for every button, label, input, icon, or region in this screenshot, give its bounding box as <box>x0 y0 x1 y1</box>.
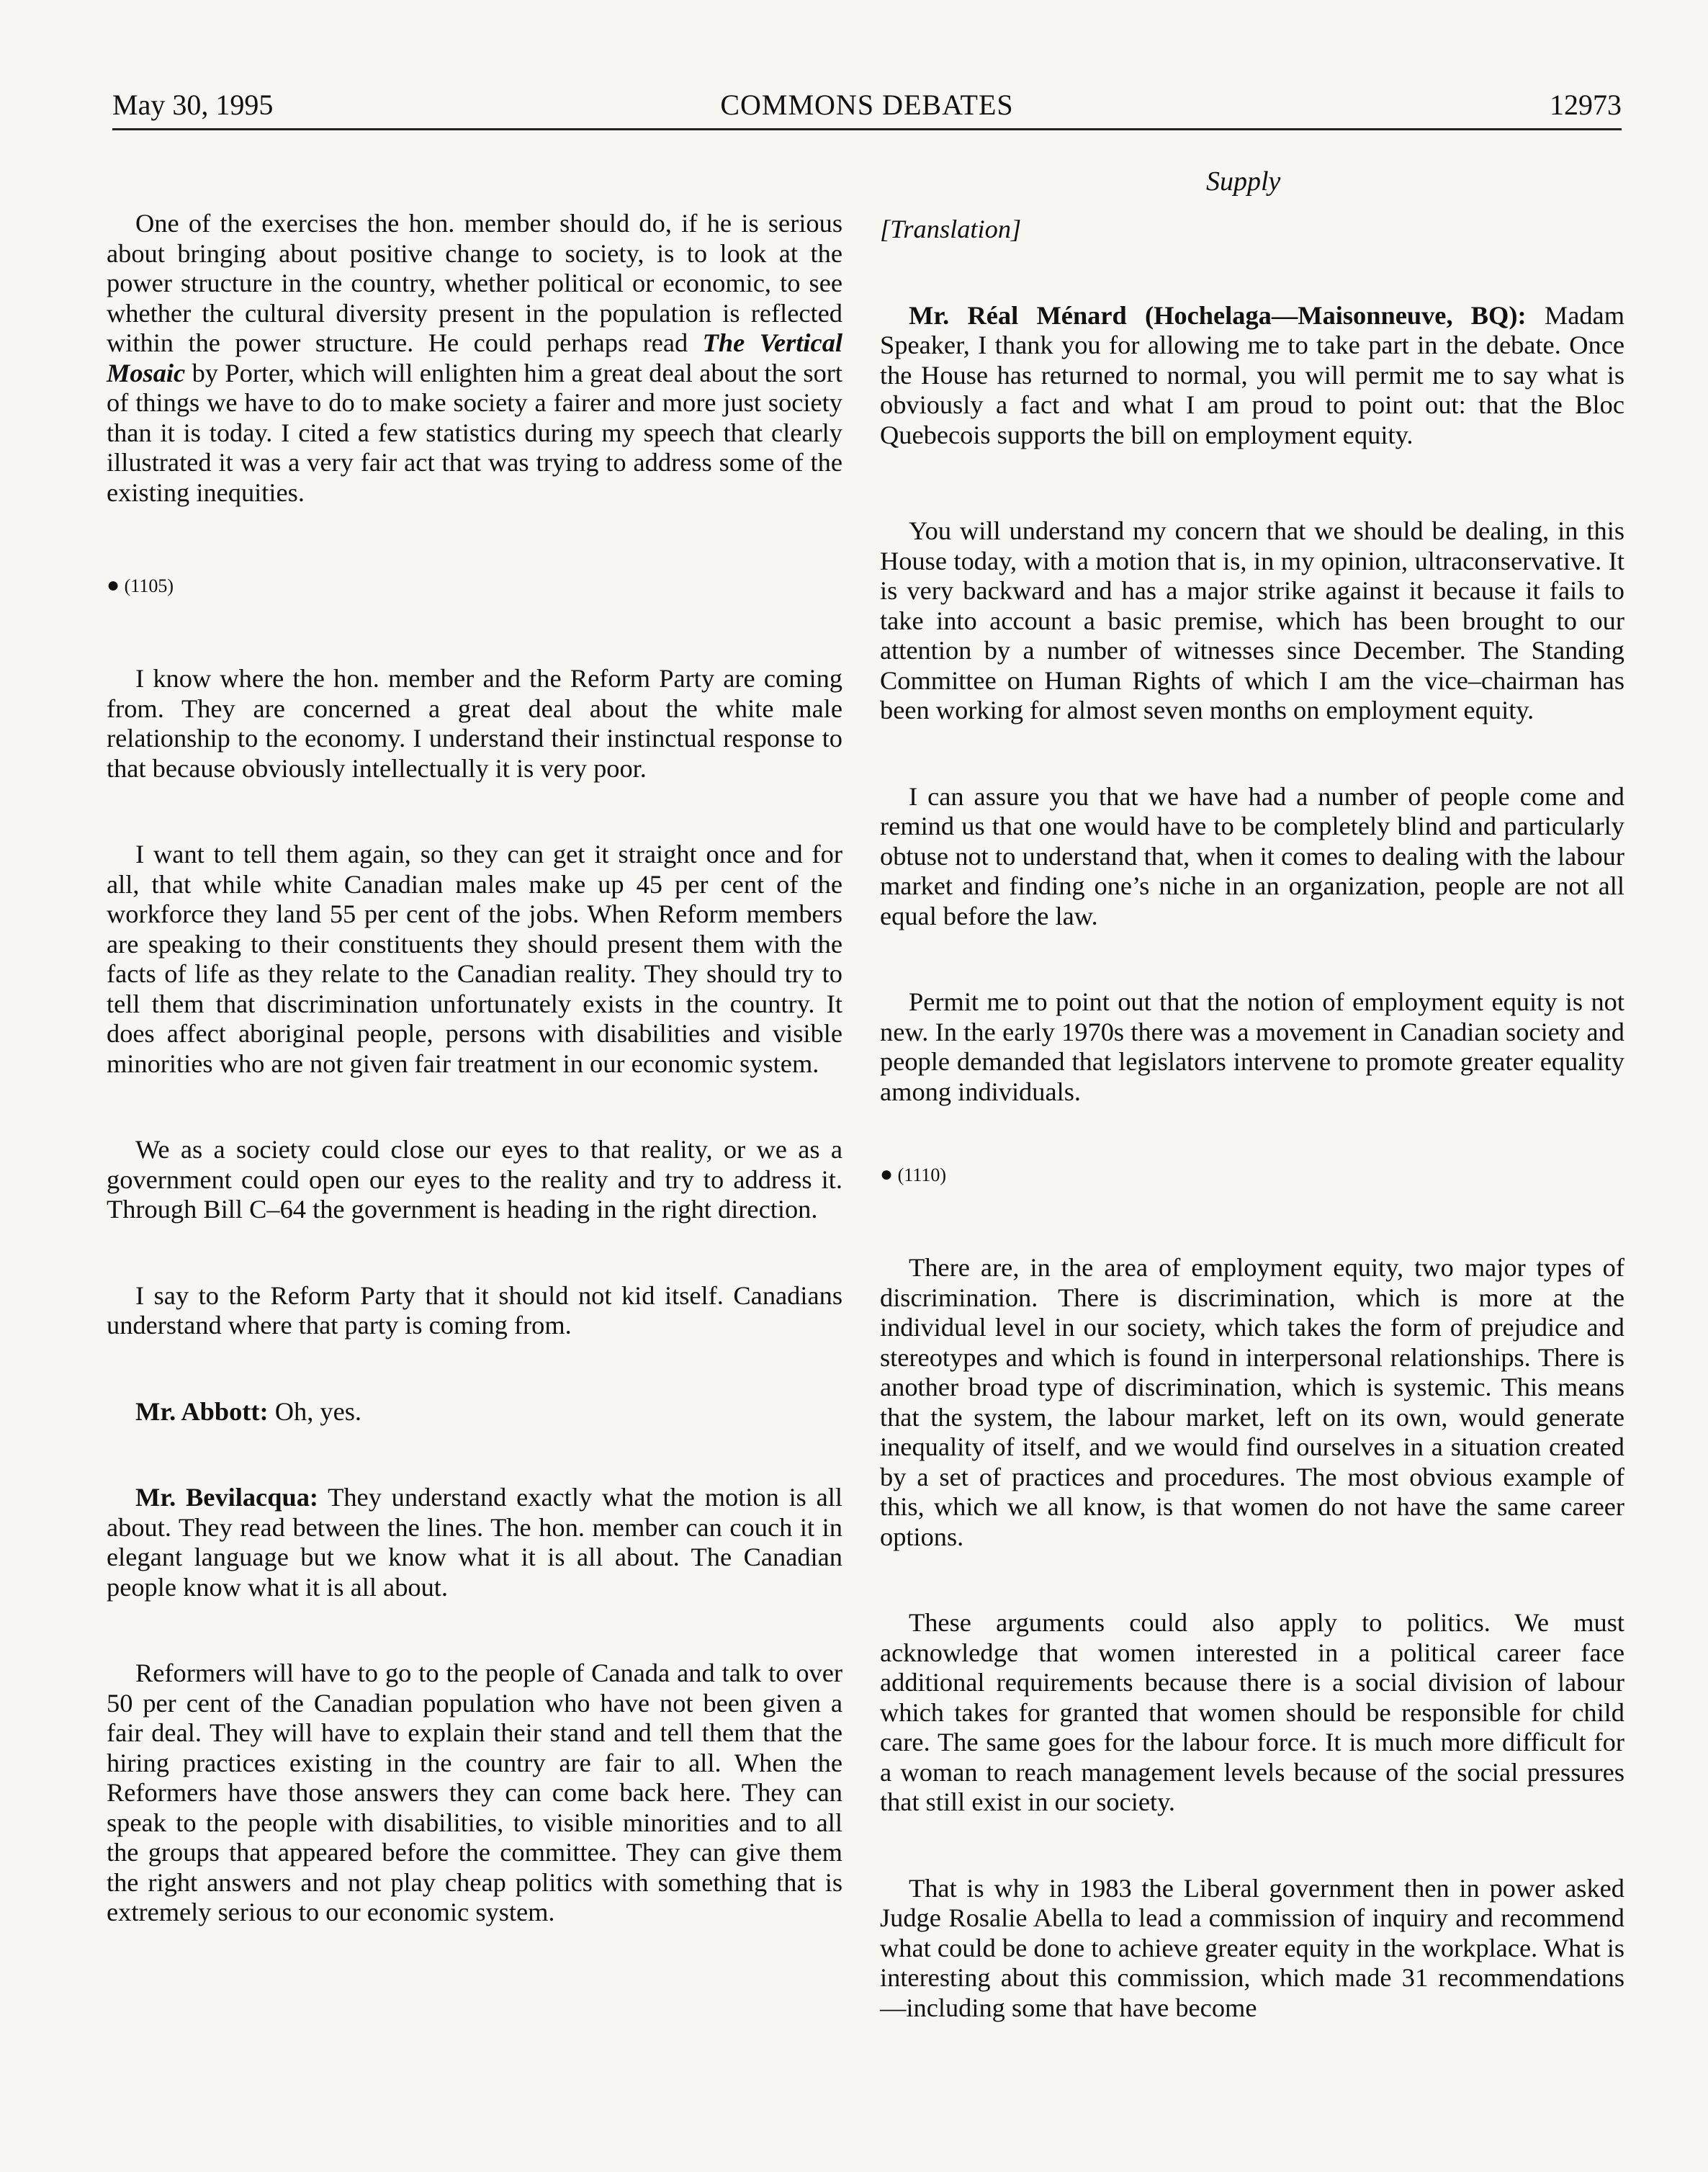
time-marker <box>107 574 842 598</box>
paragraph: I say to the Reform Party that it should not kid itself. Canadians understand where that party is coming from. <box>107 1280 842 1339</box>
running-head: Supply <box>1206 166 1281 197</box>
header-title: COMMONS DEBATES <box>720 89 1014 121</box>
paragraph-text: by Porter, which will enlighten him a great deal about the sort of things we have to do to make society a fairer and more just society than it is today. I cited a few statistics during my speech that clearly illustrated it was a very fair act that was trying to address some of the existing inequities. <box>107 358 842 507</box>
speaker-name: Mr. Abbott: <box>135 1396 269 1426</box>
header-page-number: 12973 <box>1550 89 1622 121</box>
paragraph-text: One of the exercises the hon. member should do, if he is serious about bringing about positive change to society, is to look at the power structure in the country, whether political or economic, to see whether the cultural diversity present in the population is reflected within the power structure. He could perhaps read <box>107 209 842 357</box>
speech-menard <box>880 301 1624 451</box>
paragraph: There are, in the area of employment equity, two major types of discrimination. There is discrimination, which is more at the individual level in our society, which takes the form of prejudice and stereotypes and which is found in interpersonal relationships. There is another broad type of discrimination, which is systemic. This means that the system, the labour market, left on its own, would generate inequality of itself, and we would find ourselves in a situation created by a set of practices and procedures. The most obvious example of this, which we all know, is that women do not have the same career options. <box>880 1253 1624 1551</box>
time-marker-text: (1110) <box>897 1164 947 1185</box>
time-marker <box>880 1163 1624 1187</box>
right-column <box>880 215 1624 2059</box>
speech-abbott <box>107 1397 842 1427</box>
speech-text: Madam Speaker, I thank you for allowing me to take part in the debate. Once the House has returned to normal, you will permit me to say what is obviously a fact and what I am proud to point out: that the Bloc Quebecois supports the bill on employment equity. <box>880 300 1624 449</box>
paragraph <box>107 209 842 508</box>
bullet-icon: ● <box>107 573 120 597</box>
speech-text: They understand exactly what the motion is all about. They read between the lines. The hon. member can couch it in elegant language but we know what it is all about. The Canadian people know what it is all about. <box>107 1483 842 1602</box>
paragraph: These arguments could also apply to politics. We must acknowledge that women interested in a political career face additional requirements because there is a social division of labour which takes for granted that women should be responsible for child care. The same goes for the labour force. It is much more difficult for a woman to reach management levels because of the social pressures that still exist in our society. <box>880 1608 1624 1816</box>
paragraph: You will understand my concern that we should be dealing, in this House today, with a motion that is, in my opinion, ultraconservative. It is very backward and has a major strike against it because it fails to take into account a basic premise, which has been brought to our attention by a number of witnesses since December. The Standing Committee on Human Rights of which I am the vice–chairman has been working for almost seven months on employment equity. <box>880 516 1624 724</box>
speaker-name: Mr. Bevilacqua: <box>135 1483 319 1512</box>
paragraph: That is why in 1983 the Liberal government then in power asked Judge Rosalie Abella to lead a commission of inquiry and recommend what could be done to achieve greater equity in the workplace. What is interesting about this commission, which made 31 recommendations—including some that have become <box>880 1873 1624 2022</box>
time-marker-text: (1105) <box>124 575 174 596</box>
speech-text: Oh, yes. <box>268 1396 362 1426</box>
paragraph: Permit me to point out that the notion of employment equity is not new. In the early 1970s there was a movement in Canadian society and people demanded that legislators intervene to promote greater equality among individuals. <box>880 987 1624 1106</box>
paragraph: I know where the hon. member and the Reform Party are coming from. They are concerned a great deal about the white male relationship to the economy. I understand their instinctual response to that because obviously intellectually it is very poor. <box>107 664 842 783</box>
header-date: May 30, 1995 <box>112 89 274 121</box>
book-title: The Vertical Mosaic <box>107 328 842 387</box>
left-column <box>107 209 842 1964</box>
paragraph: I want to tell them again, so they can get it straight once and for all, that while white Canadian males make up 45 per cent of the workforce they land 55 per cent of the jobs. When Reform members are speaking to their constituents they should present them with the facts of life as they relate to the Canadian reality. They should try to tell them that discrimination unfortunately exists in the country. It does affect aboriginal people, persons with disabilities and visible minorities who are not given fair treatment in our economic system. <box>107 840 842 1078</box>
page-header <box>112 85 1622 130</box>
paragraph: I can assure you that we have had a number of people come and remind us that one would have to be completely blind and particularly obtuse not to understand that, when it comes to dealing with the labour market and finding one’s niche in an organization, people are not all equal before the law. <box>880 781 1624 930</box>
bullet-icon: ● <box>880 1162 894 1186</box>
paragraph: We as a society could close our eyes to that reality, or we as a government could open our eyes to the reality and try to address it. Through Bill C–64 the government is heading in the right direction. <box>107 1135 842 1224</box>
paragraph: Reformers will have to go to the people of Canada and talk to over 50 per cent of the Canadian population who have not been given a fair deal. They will have to explain their stand and tell them that the hiring practices existing in the country are fair to all. When the Reformers have those answers they can come back here. They can speak to the people with disabilities, to visible minorities and to all the groups that appeared before the committee. They can give them the right answers and not play cheap politics with something that is extremely serious to our economic system. <box>107 1659 842 1926</box>
speaker-name: Mr. Réal Ménard (Hochelaga—Maisonneuve, BQ): <box>909 300 1527 330</box>
speech-bevilacqua <box>107 1483 842 1602</box>
translation-marker: [Translation] <box>880 215 1022 243</box>
